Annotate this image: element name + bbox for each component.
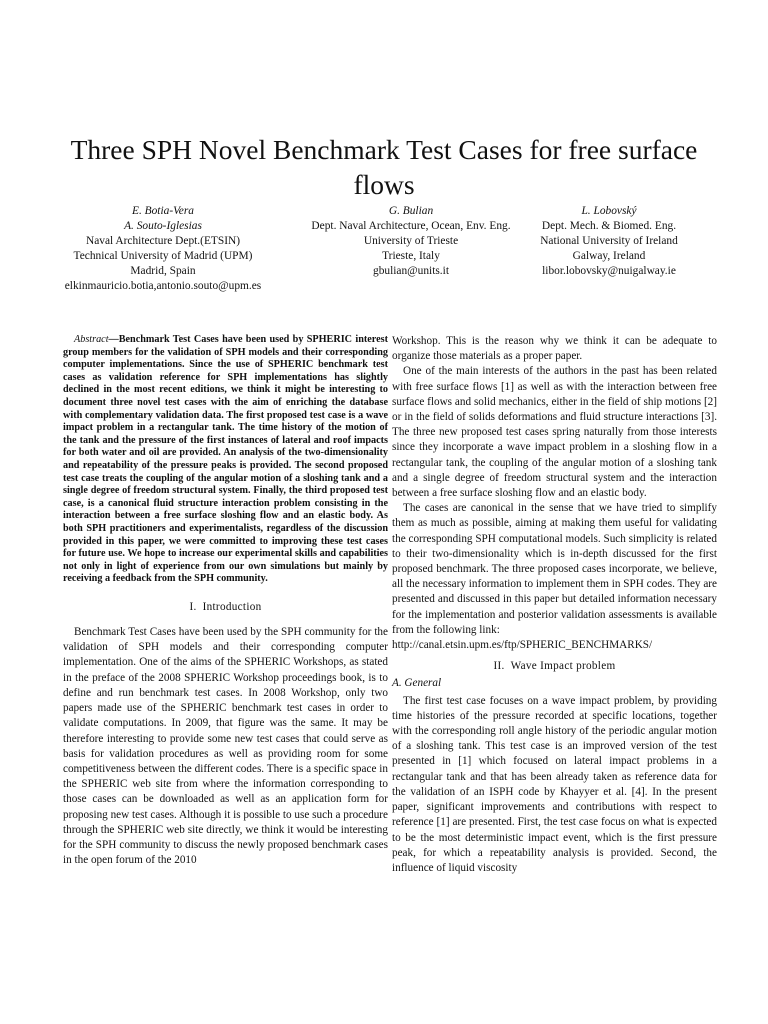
wave-impact-paragraph-1: The first test case focuses on a wave impact problem, by providing time histories of the pressure recorded at specific locations, together with the corresponding roll angle history of the periodic angular motion of a sloshing tank. This test case is an improved version of the test presented in [1] which focused on lateral impact problems in a rectangular tank and that has been already taken as reference data for the validation of an ISPH code by Khayyer et al. [4]. In the present paper, significant improvements and contributions with respect to reference [1] are presented. First, the test case focus on what is expected to be the most deterministic impact event, which is the first pressure peak, for which a repeatability analysis is provided. Second, the influence of liquid viscosity — [392, 694, 717, 874]
left-column — [63, 334, 388, 868]
author-block-1 — [58, 204, 268, 294]
subsection-heading-general: A. General — [392, 677, 442, 690]
author-name: A. Souto-Iglesias — [124, 220, 202, 232]
affiliation-line: Technical University of Madrid (UPM) — [73, 250, 253, 262]
author-name: L. Lobovský — [581, 205, 637, 217]
author-block-2 — [293, 204, 529, 279]
affiliation-line: Naval Architecture Dept.(ETSIN) — [85, 235, 241, 247]
author-name: G. Bulian — [388, 205, 434, 217]
intro-paragraph-3: The cases are canonical in the sense that we have tried to simplify them as much as possible, aiming at making them useful for validating the corresponding SPH computational models. Such simplicity is related to their two-dimensionality which is in-depth discussed for the first proposed benchmark. The three proposed cases incorporate, we believe, all the necessary information to implement them in SPH codes. They are presented and discussed in this paper but detailed information necessary for the implementation and posterior validation assessments is available from the following link: — [392, 502, 717, 636]
affiliation-line: Trieste, Italy — [382, 250, 440, 262]
author-email: libor.lobovsky@nuigalway.ie — [542, 265, 676, 277]
section-number: I. — [189, 600, 197, 613]
section-title: Wave Impact problem — [510, 660, 616, 673]
section-title: Introduction — [202, 600, 262, 613]
affiliation-line: National University of Ireland — [540, 235, 678, 247]
author-email: elkinmauricio.botia,antonio.souto@upm.es — [64, 280, 262, 292]
intro-paragraph-1: Benchmark Test Cases have been used by the SPH community for the validation of SPH models and their corresponding computer implementation. One of the aims of the SPHERIC Workshops, as stated in the preface of the 2008 SPHERIC Workshop proceedings book, is to define and run benchmark test cases. In 2008 Workshop, only two papers made use of the SPHERIC benchmark test cases in order to validate computations. In 2009, that figure was the same. It may be therefore interesting to provide some new test cases that could serve as basis for validation procedures as well as providing room for some competitiveness between the different codes. There is a specific space in the SPHERIC web site from where the information corresponding to those cases can be downloaded as well as an application form for proposing new test cases. Although it is possible to use such a procedure through the SPHERIC web site directly, we think it would be interesting for the SPH community to discuss the newly proposed benchmark cases in the open forum of the 2010 — [63, 626, 388, 867]
section-heading-introduction — [63, 600, 388, 615]
affiliation-line: Galway, Ireland — [572, 250, 646, 262]
affiliation-line: University of Trieste — [363, 235, 459, 247]
affiliation-line: Dept. Naval Architecture, Ocean, Env. Eng. — [311, 220, 511, 232]
abstract-text: —Benchmark Test Cases have been used by SPHERIC interest group members for the validation of SPH models and their corresponding computer implementations. Since the use of SPHERIC benchmark test cases as validation reference for SPH implementations has slightly declined in the most recent editions, we think it might be interesting to document three novel test cases with the aim of enriching the database with complementary validation data. The first proposed test case is a wave impact problem in a rectangular tank. The time history of the motion of the tank and the pressure of the first instances of lateral and roof impacts for both water and oil are provided. An analysis of the two-dimensionality and repeatability of the pressure peaks is provided. The second proposed test case treats the coupling of the angular motion of a sloshing tank and a single degree of freedom structural system. Finally, the third proposed test case, is a canonical fluid structure interaction problem consisting in the interaction between a free surface sloshing flow and an elastic body. As both SPH practitioners and experimentalists, regardless of the discussion provided in this paper, we were committed to improving these test cases for future use. We hope to increase our experimental skills and capabilities not only in light of experience from our own simulations but mainly by receiving a feedback from the SPH community. — [63, 334, 388, 585]
intro-paragraph-2: One of the main interests of the authors in the past has been related with free surface flows [1] as well as with the interaction between free surface flows and solid mechanics, either in the field of ship motions [2] or in the field of solids deformations and fluid structure interactions [3]. The three new proposed test cases spring naturally from those interests since they incorporate a wave impact problem in a sloshing flow in a rectangular tank, the coupling of the angular motion of a sloshing tank and a single degree of freedom structural system and the interaction between a free surface sloshing flow and an elastic body. — [392, 365, 717, 500]
right-column — [392, 334, 717, 876]
author-name: E. Botia-Vera — [131, 205, 194, 217]
author-email: gbulian@units.it — [373, 265, 449, 277]
intro-paragraph-1-continued: Workshop. This is the reason why we think it can be adequate to organize those materials as a proper paper. — [392, 335, 717, 363]
author-block-3 — [532, 204, 686, 279]
benchmark-url: http://canal.etsin.upm.es/ftp/SPHERIC_BENCHMARKS/ — [392, 639, 653, 652]
affiliation-line: Dept. Mech. & Biomed. Eng. — [541, 220, 677, 232]
section-heading-wave-impact — [392, 659, 717, 674]
abstract-label: Abstract — [74, 334, 109, 345]
section-number: II. — [493, 660, 505, 673]
affiliation-line: Madrid, Spain — [130, 265, 196, 277]
paper-title: Three SPH Novel Benchmark Test Cases for free surface flows — [70, 134, 698, 201]
abstract — [63, 334, 388, 586]
